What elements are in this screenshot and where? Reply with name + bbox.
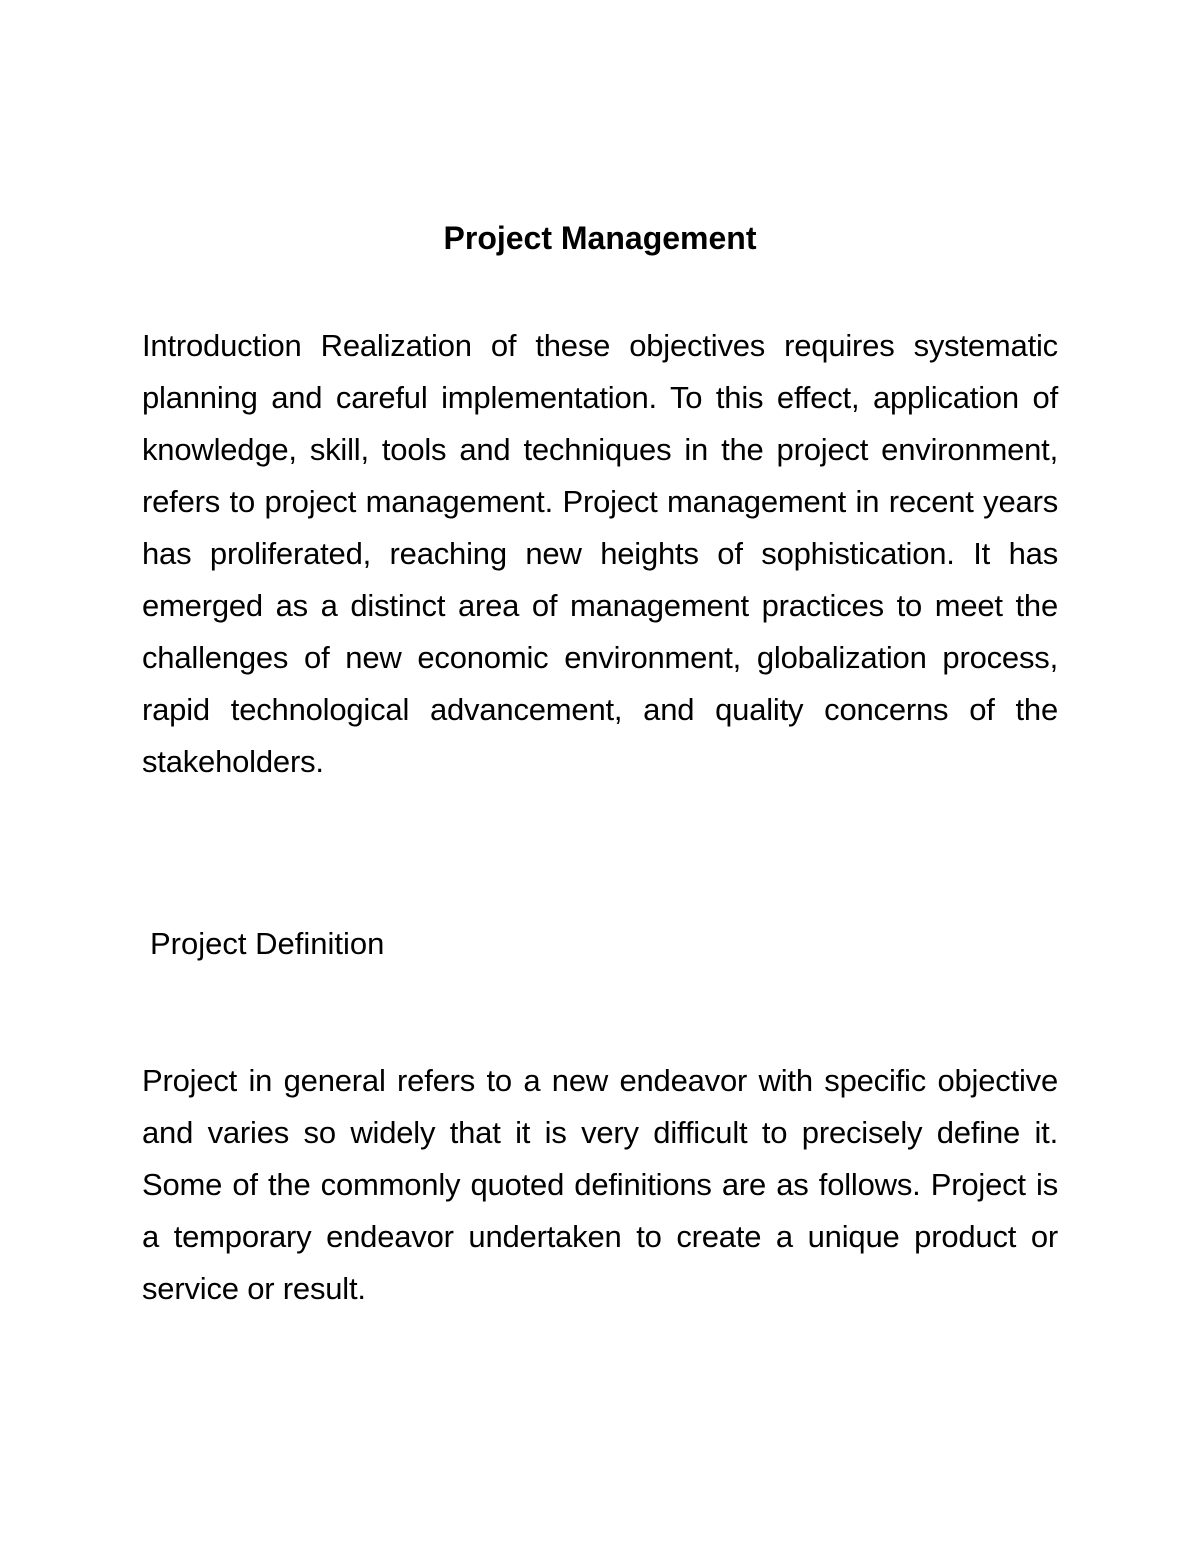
document-title: Project Management xyxy=(443,220,757,256)
definition-paragraph: Project in general refers to a new endeavor with specific objective and varies so widely that it is very difficult to precisely define it. Some of the commonly quoted definitions are as follows. Project is a temporary endeavor undertaken to create a unique product or service or result. xyxy=(142,1063,1058,1306)
intro-paragraph: Introduction Realization of these objectives requires systematic planning and careful implementation. To this effect, application of knowledge, skill, tools and techniques in the project environment, refers to project management. Project management in recent years has proliferated, reaching new heights of sophistication. It has emerged as a distinct area of management practices to meet the challenges of new economic environment, globalization process, rapid technological advancement, and quality concerns of the stakeholders. xyxy=(142,328,1058,779)
section-heading-project-definition: Project Definition xyxy=(150,926,385,961)
